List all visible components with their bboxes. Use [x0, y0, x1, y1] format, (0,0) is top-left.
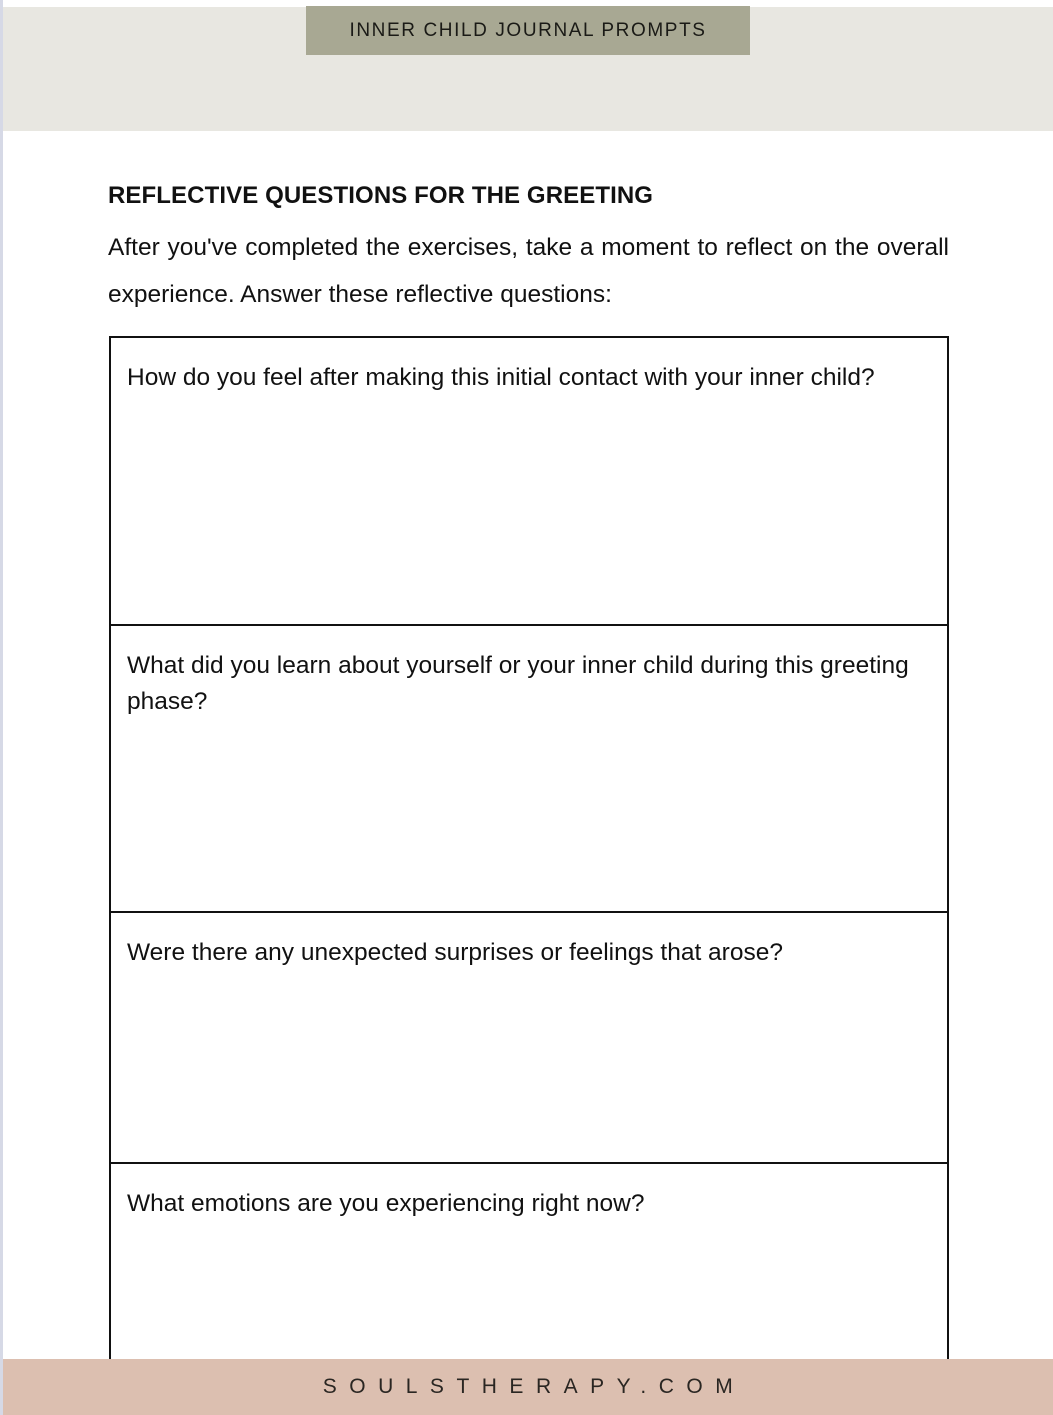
- section-title: REFLECTIVE QUESTIONS FOR THE GREETING: [108, 182, 654, 209]
- page-edge: [0, 0, 3, 1415]
- question-text: What emotions are you experiencing right now?: [127, 1190, 645, 1217]
- question-box[interactable]: [111, 626, 947, 913]
- question-text: Were there any unexpected surprises or feelings that arose?: [127, 939, 783, 966]
- footer-website: SOULSTHERAPY.COM: [3, 1359, 1053, 1415]
- question-box[interactable]: [111, 338, 947, 626]
- question-text: How do you feel after making this initial contact with your inner child?: [127, 364, 875, 391]
- question-box[interactable]: [111, 1164, 947, 1368]
- question-table: [109, 336, 949, 1366]
- intro-paragraph: After you've completed the exercises, take a moment to reflect on the overall experience. Answer these reflective questions:: [108, 234, 949, 308]
- question-box[interactable]: [111, 913, 947, 1164]
- header-title: INNER CHILD JOURNAL PROMPTS: [306, 6, 750, 55]
- question-text: What did you learn about yourself or your inner child during this greeting phase?: [127, 652, 909, 715]
